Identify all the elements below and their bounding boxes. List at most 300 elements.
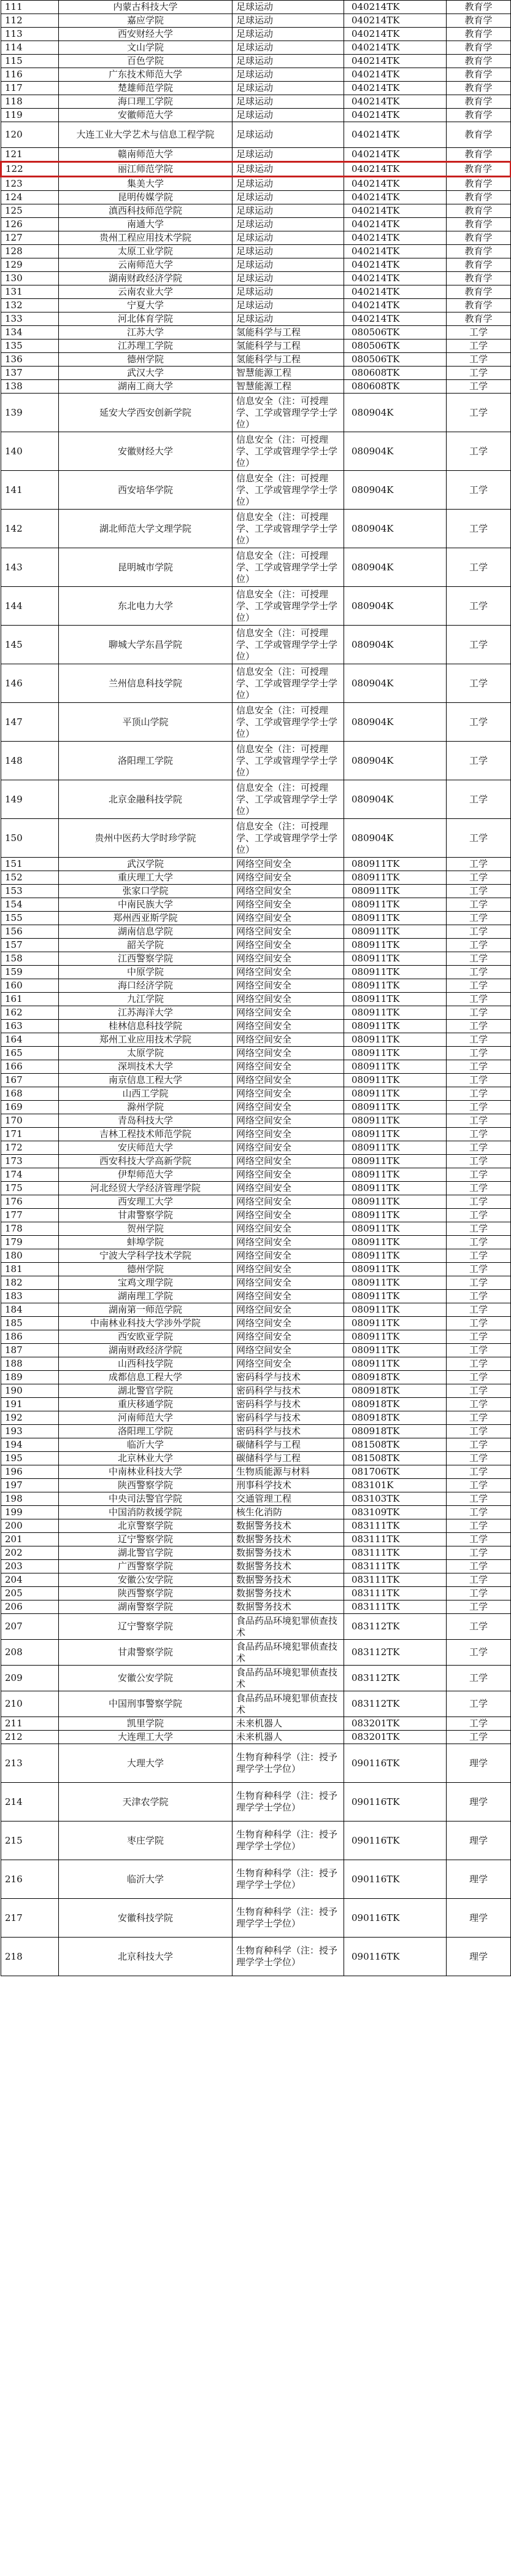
- discipline-category-cell: 工学: [447, 1168, 511, 1182]
- table-row: [1, 1033, 511, 1047]
- major-name-cell: 网络空间安全: [232, 898, 344, 912]
- table-row: [1, 1, 511, 14]
- school-name-cell: 广东技术师范大学: [59, 68, 232, 82]
- row-number-cell: 179: [1, 1236, 59, 1249]
- school-name-cell: 北京林业大学: [59, 1452, 232, 1465]
- row-number-cell: 126: [1, 218, 59, 231]
- major-name-cell: 网络空间安全: [232, 885, 344, 898]
- major-name-cell: 足球运动: [232, 272, 344, 285]
- major-code-cell: 090116TK: [344, 1899, 447, 1938]
- major-code-cell: 090116TK: [344, 1860, 447, 1899]
- major-name-cell: 足球运动: [232, 258, 344, 272]
- discipline-category-cell: 工学: [447, 1519, 511, 1533]
- discipline-category-cell: 工学: [447, 1020, 511, 1033]
- discipline-category-cell: 教育学: [447, 82, 511, 95]
- row-number-cell: 133: [1, 312, 59, 326]
- school-name-cell: 东北电力大学: [59, 587, 232, 626]
- major-code-cell: 040214TK: [344, 55, 447, 68]
- school-name-cell: 河南师范大学: [59, 1411, 232, 1425]
- discipline-category-cell: 教育学: [447, 312, 511, 326]
- table-row: [1, 1691, 511, 1717]
- table-row: [1, 1425, 511, 1438]
- row-number-cell: 178: [1, 1222, 59, 1236]
- school-name-cell: 青岛科技大学: [59, 1114, 232, 1128]
- major-code-cell: 040214TK: [344, 28, 447, 41]
- row-number-cell: 169: [1, 1101, 59, 1114]
- table-row: [1, 952, 511, 966]
- major-name-cell: 生物育种科学（注：授予理学学士学位）: [232, 1899, 344, 1938]
- major-name-cell: 生物育种科学（注：授予理学学士学位）: [232, 1783, 344, 1821]
- school-name-cell: 安徽公安学院: [59, 1666, 232, 1691]
- row-number-cell: 156: [1, 925, 59, 939]
- school-name-cell: 江苏理工学院: [59, 339, 232, 353]
- major-name-cell: 网络空间安全: [232, 1222, 344, 1236]
- discipline-category-cell: 工学: [447, 1141, 511, 1155]
- discipline-category-cell: 工学: [447, 912, 511, 925]
- major-name-cell: 数据警务技术: [232, 1600, 344, 1614]
- school-name-cell: 延安大学西安创新学院: [59, 394, 232, 432]
- row-number-cell: 173: [1, 1155, 59, 1168]
- table-row: [1, 1209, 511, 1222]
- discipline-category-cell: 工学: [447, 1614, 511, 1640]
- discipline-category-cell: 工学: [447, 1573, 511, 1587]
- row-number-cell: 111: [1, 1, 59, 14]
- discipline-category-cell: 工学: [447, 1006, 511, 1020]
- major-name-cell: 智慧能源工程: [232, 367, 344, 380]
- major-name-cell: 足球运动: [232, 285, 344, 299]
- major-code-cell: 080911TK: [344, 912, 447, 925]
- school-name-cell: 武汉大学: [59, 367, 232, 380]
- discipline-category-cell: 教育学: [447, 177, 511, 191]
- major-name-cell: 食品药品环境犯罪侦查技术: [232, 1614, 344, 1640]
- school-name-cell: 中南民族大学: [59, 898, 232, 912]
- row-number-cell: 154: [1, 898, 59, 912]
- school-name-cell: 蚌埠学院: [59, 1236, 232, 1249]
- major-code-cell: 080911TK: [344, 1182, 447, 1195]
- row-number-cell: 116: [1, 68, 59, 82]
- row-number-cell: 125: [1, 204, 59, 218]
- major-code-cell: 080911TK: [344, 1344, 447, 1357]
- discipline-category-cell: 理学: [447, 1783, 511, 1821]
- discipline-category-cell: 工学: [447, 1357, 511, 1371]
- major-code-cell: 040214TK: [344, 68, 447, 82]
- table-row: [1, 1330, 511, 1344]
- discipline-category-cell: 教育学: [447, 95, 511, 109]
- discipline-category-cell: 工学: [447, 432, 511, 471]
- discipline-category-cell: 工学: [447, 1209, 511, 1222]
- row-number-cell: 141: [1, 471, 59, 510]
- major-name-cell: 网络空间安全: [232, 1290, 344, 1303]
- row-number-cell: 205: [1, 1587, 59, 1600]
- school-name-cell: 云南师范大学: [59, 258, 232, 272]
- school-name-cell: 南京信息工程大学: [59, 1074, 232, 1087]
- discipline-category-cell: 工学: [447, 1114, 511, 1128]
- major-name-cell: 足球运动: [232, 162, 344, 177]
- school-name-cell: 中南林业科技大学: [59, 1465, 232, 1479]
- major-code-cell: 080506TK: [344, 326, 447, 339]
- major-code-cell: 080911TK: [344, 952, 447, 966]
- table-row: [1, 191, 511, 204]
- discipline-category-cell: 工学: [447, 1560, 511, 1573]
- discipline-category-cell: 工学: [447, 1128, 511, 1141]
- school-name-cell: 安徽公安学院: [59, 1573, 232, 1587]
- major-code-cell: 090116TK: [344, 1744, 447, 1783]
- table-row: [1, 1182, 511, 1195]
- table-row: [1, 912, 511, 925]
- school-name-cell: 广西警察学院: [59, 1560, 232, 1573]
- row-number-cell: 194: [1, 1438, 59, 1452]
- table-row: [1, 353, 511, 367]
- major-name-cell: 足球运动: [232, 191, 344, 204]
- discipline-category-cell: 工学: [447, 394, 511, 432]
- major-name-cell: 密码科学与技术: [232, 1384, 344, 1398]
- major-name-cell: 网络空间安全: [232, 1006, 344, 1020]
- school-name-cell: 河北体育学院: [59, 312, 232, 326]
- row-number-cell: 112: [1, 14, 59, 28]
- row-number-cell: 191: [1, 1398, 59, 1411]
- school-name-cell: 郑州西亚斯学院: [59, 912, 232, 925]
- row-number-cell: 218: [1, 1938, 59, 1976]
- table-row: [1, 548, 511, 587]
- school-name-cell: 洛阳理工学院: [59, 1425, 232, 1438]
- major-name-cell: 网络空间安全: [232, 952, 344, 966]
- row-number-cell: 151: [1, 858, 59, 871]
- school-name-cell: 湖南工商大学: [59, 380, 232, 394]
- discipline-category-cell: 工学: [447, 1384, 511, 1398]
- table-row: [1, 1640, 511, 1666]
- table-row: [1, 299, 511, 312]
- major-code-cell: 080904K: [344, 394, 447, 432]
- school-name-cell: 湖南警察学院: [59, 1600, 232, 1614]
- school-name-cell: 洛阳理工学院: [59, 742, 232, 780]
- school-name-cell: 深圳技术大学: [59, 1060, 232, 1074]
- major-name-cell: 网络空间安全: [232, 1047, 344, 1060]
- table-row: [1, 885, 511, 898]
- table-row: [1, 1290, 511, 1303]
- major-name-cell: 网络空间安全: [232, 925, 344, 939]
- major-name-cell: 网络空间安全: [232, 1060, 344, 1074]
- major-code-cell: 080911TK: [344, 925, 447, 939]
- discipline-category-cell: 工学: [447, 587, 511, 626]
- major-name-cell: 网络空间安全: [232, 979, 344, 993]
- row-number-cell: 147: [1, 703, 59, 742]
- row-number-cell: 181: [1, 1263, 59, 1276]
- major-name-cell: 氢能科学与工程: [232, 353, 344, 367]
- school-name-cell: 湖北警官学院: [59, 1546, 232, 1560]
- major-name-cell: 网络空间安全: [232, 1101, 344, 1114]
- major-name-cell: 网络空间安全: [232, 1209, 344, 1222]
- major-name-cell: 数据警务技术: [232, 1519, 344, 1533]
- major-name-cell: 足球运动: [232, 312, 344, 326]
- row-number-cell: 213: [1, 1744, 59, 1783]
- table-row: [1, 1666, 511, 1691]
- school-name-cell: 集美大学: [59, 177, 232, 191]
- discipline-category-cell: 工学: [447, 1317, 511, 1330]
- major-name-cell: 密码科学与技术: [232, 1371, 344, 1384]
- discipline-category-cell: 教育学: [447, 55, 511, 68]
- school-name-cell: 云南农业大学: [59, 285, 232, 299]
- school-name-cell: 甘肃警察学院: [59, 1209, 232, 1222]
- discipline-category-cell: 教育学: [447, 231, 511, 245]
- major-name-cell: 信息安全（注：可授理学、工学或管理学学士学位）: [232, 394, 344, 432]
- major-name-cell: 碳储科学与工程: [232, 1438, 344, 1452]
- row-number-cell: 148: [1, 742, 59, 780]
- row-number-cell: 149: [1, 780, 59, 819]
- major-code-cell: 080911TK: [344, 1060, 447, 1074]
- major-code-cell: 080608TK: [344, 367, 447, 380]
- discipline-category-cell: 教育学: [447, 218, 511, 231]
- table-row: [1, 1717, 511, 1731]
- table-row: [1, 231, 511, 245]
- table-row: [1, 1303, 511, 1317]
- major-code-cell: 040214TK: [344, 218, 447, 231]
- row-number-cell: 113: [1, 28, 59, 41]
- table-row: [1, 1492, 511, 1506]
- major-code-cell: 083112TK: [344, 1691, 447, 1717]
- discipline-category-cell: 工学: [447, 871, 511, 885]
- major-code-cell: 080911TK: [344, 1357, 447, 1371]
- school-name-cell: 枣庄学院: [59, 1821, 232, 1860]
- row-number-cell: 175: [1, 1182, 59, 1195]
- table-row: [1, 1357, 511, 1371]
- school-name-cell: 北京警察学院: [59, 1519, 232, 1533]
- discipline-category-cell: 工学: [447, 1438, 511, 1452]
- major-code-cell: 040214TK: [344, 82, 447, 95]
- major-code-cell: 040214TK: [344, 191, 447, 204]
- row-number-cell: 185: [1, 1317, 59, 1330]
- discipline-category-cell: 工学: [447, 885, 511, 898]
- table-row: [1, 258, 511, 272]
- school-name-cell: 甘肃警察学院: [59, 1640, 232, 1666]
- table-row: [1, 148, 511, 162]
- table-row: [1, 1533, 511, 1546]
- major-name-cell: 网络空间安全: [232, 1317, 344, 1330]
- discipline-category-cell: 工学: [447, 1731, 511, 1744]
- discipline-category-cell: 工学: [447, 925, 511, 939]
- major-code-cell: 083109TK: [344, 1506, 447, 1519]
- school-name-cell: 西安欧亚学院: [59, 1330, 232, 1344]
- table-row: [1, 1371, 511, 1384]
- discipline-category-cell: 教育学: [447, 122, 511, 148]
- discipline-category-cell: 教育学: [447, 109, 511, 122]
- discipline-category-cell: 工学: [447, 1546, 511, 1560]
- row-number-cell: 134: [1, 326, 59, 339]
- table-row: [1, 587, 511, 626]
- major-code-cell: 083111TK: [344, 1573, 447, 1587]
- school-name-cell: 楚雄师范学院: [59, 82, 232, 95]
- row-number-cell: 216: [1, 1860, 59, 1899]
- row-number-cell: 188: [1, 1357, 59, 1371]
- table-row: [1, 1155, 511, 1168]
- discipline-category-cell: 理学: [447, 1744, 511, 1783]
- major-code-cell: 083111TK: [344, 1546, 447, 1560]
- row-number-cell: 123: [1, 177, 59, 191]
- row-number-cell: 180: [1, 1249, 59, 1263]
- table-row: [1, 245, 511, 258]
- major-name-cell: 足球运动: [232, 245, 344, 258]
- school-name-cell: 嘉应学院: [59, 14, 232, 28]
- row-number-cell: 166: [1, 1060, 59, 1074]
- major-code-cell: 080918TK: [344, 1384, 447, 1398]
- row-number-cell: 158: [1, 952, 59, 966]
- row-number-cell: 127: [1, 231, 59, 245]
- table-row: [1, 1821, 511, 1860]
- school-name-cell: 西安理工大学: [59, 1195, 232, 1209]
- row-number-cell: 195: [1, 1452, 59, 1465]
- major-code-cell: 080918TK: [344, 1398, 447, 1411]
- major-code-cell: 080904K: [344, 432, 447, 471]
- table-row: [1, 14, 511, 28]
- table-body: [1, 1, 511, 1976]
- school-name-cell: 宝鸡文理学院: [59, 1276, 232, 1290]
- major-code-cell: 080911TK: [344, 966, 447, 979]
- major-code-cell: 040214TK: [344, 162, 447, 177]
- table-row: [1, 871, 511, 885]
- major-name-cell: 足球运动: [232, 177, 344, 191]
- school-name-cell: 安徽财经大学: [59, 432, 232, 471]
- discipline-category-cell: 工学: [447, 780, 511, 819]
- major-code-cell: 080911TK: [344, 1249, 447, 1263]
- table-row: [1, 626, 511, 664]
- discipline-category-cell: 教育学: [447, 285, 511, 299]
- row-number-cell: 184: [1, 1303, 59, 1317]
- major-code-cell: 080608TK: [344, 380, 447, 394]
- table-row: [1, 993, 511, 1006]
- table-row: [1, 939, 511, 952]
- major-code-cell: 080911TK: [344, 1303, 447, 1317]
- major-code-cell: 080911TK: [344, 1033, 447, 1047]
- table-row: [1, 68, 511, 82]
- major-name-cell: 信息安全（注：可授理学、工学或管理学学士学位）: [232, 742, 344, 780]
- row-number-cell: 144: [1, 587, 59, 626]
- school-name-cell: 陕西警察学院: [59, 1587, 232, 1600]
- school-name-cell: 重庆理工大学: [59, 871, 232, 885]
- row-number-cell: 140: [1, 432, 59, 471]
- row-number-cell: 129: [1, 258, 59, 272]
- discipline-category-cell: 工学: [447, 966, 511, 979]
- discipline-category-cell: 工学: [447, 510, 511, 548]
- major-name-cell: 足球运动: [232, 109, 344, 122]
- major-code-cell: 090116TK: [344, 1938, 447, 1976]
- major-code-cell: 040214TK: [344, 1, 447, 14]
- row-number-cell: 130: [1, 272, 59, 285]
- discipline-category-cell: 工学: [447, 1195, 511, 1209]
- row-number-cell: 192: [1, 1411, 59, 1425]
- major-code-cell: 040214TK: [344, 299, 447, 312]
- row-number-cell: 160: [1, 979, 59, 993]
- row-number-cell: 197: [1, 1479, 59, 1492]
- discipline-category-cell: 工学: [447, 339, 511, 353]
- major-name-cell: 足球运动: [232, 231, 344, 245]
- major-name-cell: 网络空间安全: [232, 1303, 344, 1317]
- discipline-category-cell: 工学: [447, 1263, 511, 1276]
- school-name-cell: 中南林业科技大学涉外学院: [59, 1317, 232, 1330]
- row-number-cell: 171: [1, 1128, 59, 1141]
- table-row: [1, 1384, 511, 1398]
- major-name-cell: 足球运动: [232, 41, 344, 55]
- major-code-cell: 080904K: [344, 510, 447, 548]
- major-code-cell: 080918TK: [344, 1371, 447, 1384]
- major-name-cell: 密码科学与技术: [232, 1411, 344, 1425]
- major-name-cell: 网络空间安全: [232, 871, 344, 885]
- school-name-cell: 昆明传媒学院: [59, 191, 232, 204]
- major-name-cell: 网络空间安全: [232, 1141, 344, 1155]
- major-code-cell: 083103TK: [344, 1492, 447, 1506]
- row-number-cell: 153: [1, 885, 59, 898]
- school-name-cell: 赣南师范大学: [59, 148, 232, 162]
- major-code-cell: 080904K: [344, 780, 447, 819]
- discipline-category-cell: 工学: [447, 1344, 511, 1357]
- table-row: [1, 1398, 511, 1411]
- table-row: [1, 55, 511, 68]
- row-number-cell: 189: [1, 1371, 59, 1384]
- school-name-cell: 贵州工程应用技术学院: [59, 231, 232, 245]
- row-number-cell: 128: [1, 245, 59, 258]
- major-name-cell: 信息安全（注：可授理学、工学或管理学学士学位）: [232, 664, 344, 703]
- row-number-cell: 164: [1, 1033, 59, 1047]
- school-name-cell: 山西科技学院: [59, 1357, 232, 1371]
- school-name-cell: 贺州学院: [59, 1222, 232, 1236]
- school-name-cell: 郑州工业应用技术学院: [59, 1033, 232, 1047]
- row-number-cell: 114: [1, 41, 59, 55]
- discipline-category-cell: 教育学: [447, 299, 511, 312]
- discipline-category-cell: 教育学: [447, 14, 511, 28]
- school-name-cell: 湖南理工学院: [59, 1290, 232, 1303]
- school-name-cell: 江苏大学: [59, 326, 232, 339]
- major-code-cell: 080911TK: [344, 1020, 447, 1033]
- school-name-cell: 南通大学: [59, 218, 232, 231]
- row-number-cell: 163: [1, 1020, 59, 1033]
- table-row: [1, 1573, 511, 1587]
- school-name-cell: 兰州信息科技学院: [59, 664, 232, 703]
- major-code-cell: 080911TK: [344, 1276, 447, 1290]
- discipline-category-cell: 工学: [447, 1533, 511, 1546]
- major-name-cell: 数据警务技术: [232, 1573, 344, 1587]
- discipline-category-cell: 工学: [447, 1506, 511, 1519]
- table-row: [1, 1783, 511, 1821]
- discipline-category-cell: 工学: [447, 1398, 511, 1411]
- school-name-cell: 大连工业大学艺术与信息工程学院: [59, 122, 232, 148]
- major-code-cell: 040214TK: [344, 14, 447, 28]
- table-row: [1, 1101, 511, 1114]
- school-name-cell: 西安培华学院: [59, 471, 232, 510]
- discipline-category-cell: 工学: [447, 858, 511, 871]
- table-row: [1, 122, 511, 148]
- table-row: [1, 1899, 511, 1938]
- discipline-category-cell: 工学: [447, 1155, 511, 1168]
- discipline-category-cell: 理学: [447, 1899, 511, 1938]
- school-name-cell: 百色学院: [59, 55, 232, 68]
- row-number-cell: 131: [1, 285, 59, 299]
- major-code-cell: 080911TK: [344, 871, 447, 885]
- discipline-category-cell: 工学: [447, 1276, 511, 1290]
- major-code-cell: 080911TK: [344, 1222, 447, 1236]
- discipline-category-cell: 教育学: [447, 272, 511, 285]
- school-name-cell: 江西警察学院: [59, 952, 232, 966]
- table-row: [1, 1452, 511, 1465]
- table-row: [1, 1560, 511, 1573]
- major-name-cell: 网络空间安全: [232, 1168, 344, 1182]
- major-code-cell: 080904K: [344, 626, 447, 664]
- major-name-cell: 网络空间安全: [232, 1114, 344, 1128]
- table-row: [1, 380, 511, 394]
- table-row: [1, 394, 511, 432]
- discipline-category-cell: 工学: [447, 664, 511, 703]
- school-name-cell: 成都信息工程大学: [59, 1371, 232, 1384]
- discipline-category-cell: 工学: [447, 471, 511, 510]
- table-row: [1, 664, 511, 703]
- discipline-category-cell: 工学: [447, 1047, 511, 1060]
